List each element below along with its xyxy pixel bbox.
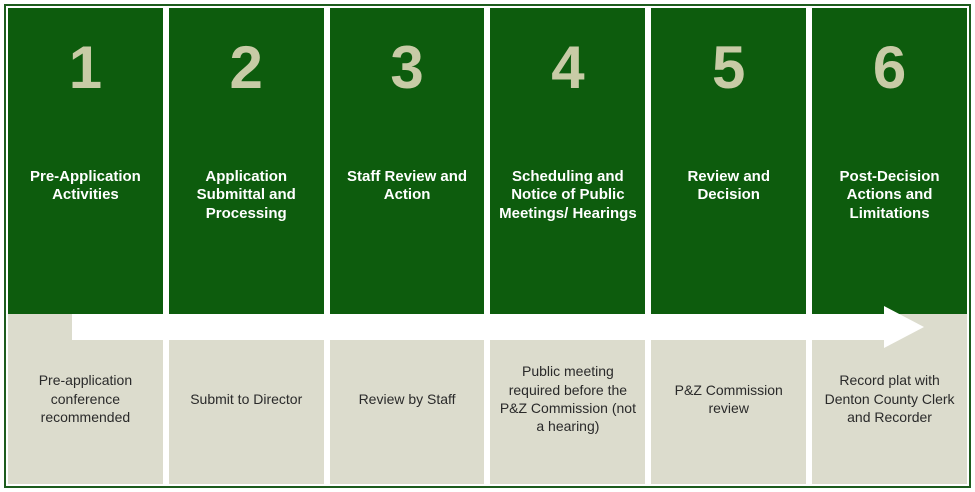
step-detail-5: P&Z Commission review (674, 381, 783, 416)
step-detail-3: Review by Staff (358, 390, 456, 407)
step-title-2: Application Submittal and Processing (196, 168, 296, 222)
step-detail-cell-2 (169, 314, 324, 484)
process-step-2 (169, 8, 324, 484)
step-title-3: Staff Review and Action (347, 168, 468, 204)
step-header-2 (169, 8, 324, 314)
step-number-6: 6 (872, 34, 907, 101)
step-number-2: 2 (229, 34, 263, 101)
step-detail-cell-1 (8, 314, 163, 484)
step-number-5: 5 (712, 34, 746, 101)
step-detail-cell-4 (490, 314, 645, 484)
step-header-3 (330, 8, 485, 314)
process-step-5 (651, 8, 806, 484)
step-header-1 (8, 8, 163, 314)
step-title-6: Post-Decision Actions and Limitations (839, 168, 940, 222)
step-detail-cell-5 (651, 314, 806, 484)
process-steps (8, 8, 967, 484)
step-number-1: 1 (68, 34, 103, 101)
process-step-4 (490, 8, 645, 484)
step-detail-6: Record plat with Denton County Clerk and Recorder (824, 372, 955, 426)
step-number-3: 3 (390, 34, 424, 101)
step-detail-4: Public meeting required before the P&Z Commission (not a hearing) (499, 363, 636, 435)
process-step-6 (812, 8, 967, 484)
step-detail-2: Submit to Director (190, 390, 303, 407)
step-title-5: Review and Decision (687, 168, 770, 204)
step-title-1: Pre-Application Activities (29, 168, 141, 204)
process-step-3 (330, 8, 485, 484)
step-detail-cell-3 (330, 314, 485, 484)
process-step-1 (8, 8, 163, 484)
step-header-6 (812, 8, 967, 314)
step-header-4 (490, 8, 645, 314)
step-title-4: Scheduling and Notice of Public Meetings/ Hearings (499, 168, 637, 222)
step-detail-1: Pre-application conference recommended (38, 372, 133, 426)
step-header-5 (651, 8, 806, 314)
step-number-4: 4 (551, 34, 585, 101)
step-detail-cell-6 (812, 314, 967, 484)
